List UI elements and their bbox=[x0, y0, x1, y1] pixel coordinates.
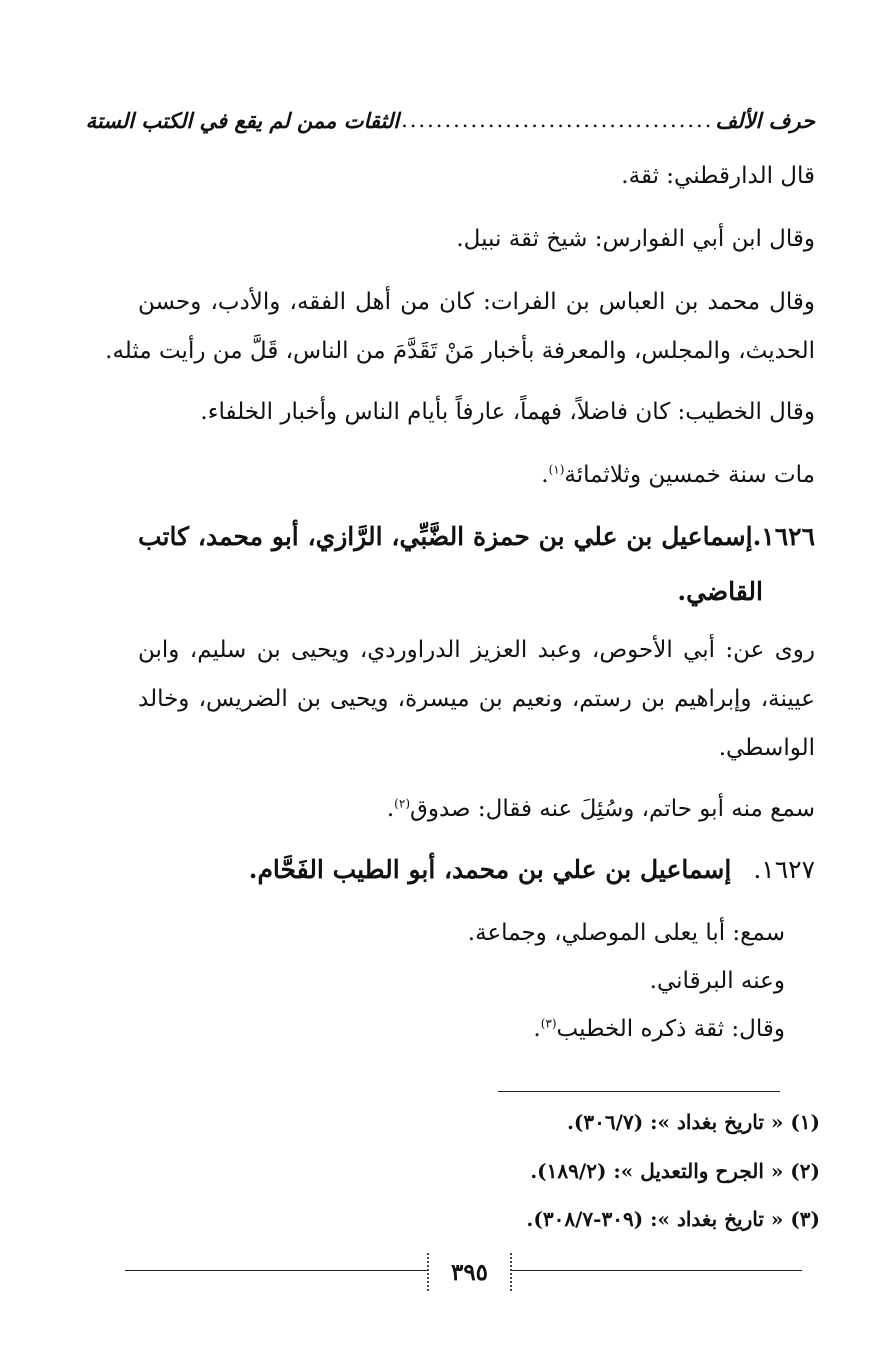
text-line: عيينة، وإبراهيم بن رستم، ونعيم بن ميسرة، ويحيى بن الضريس، وخالد bbox=[138, 686, 815, 712]
bottom-rule bbox=[512, 1270, 802, 1271]
footnote-separator bbox=[498, 1091, 780, 1092]
footnote-ref: (٢) bbox=[394, 796, 410, 811]
entry-heading bbox=[138, 522, 815, 552]
text-line: الحديث، والمجلس، والمعرفة بأخبار مَنْ تَقَدَّمَ من الناس، قَلَّ من رأيت مثله. bbox=[105, 338, 815, 364]
text-line: قال الدارقطني: ثقة. bbox=[621, 163, 815, 189]
footnote-ref: (١) bbox=[548, 462, 565, 477]
text-line: وعنه البرقاني. bbox=[649, 968, 785, 994]
entry-name: إسماعيل بن علي بن محمد، أبو الطيب الفَحَّام. bbox=[248, 855, 732, 884]
bottom-rule bbox=[125, 1270, 427, 1271]
page-number: ٣٩٥ bbox=[427, 1253, 512, 1291]
text-line: سمع منه أبو حاتم، وسُئِلَ عنه فقال: صدوق$^{(٢)}$. bbox=[386, 796, 815, 822]
text-line: سمع: أبا يعلى الموصلي، وجماعة. bbox=[467, 920, 785, 946]
entry-name: إسماعيل بن علي بن حمزة الضَّبِّي، الرَّازي، أبو محمد، كاتب bbox=[138, 522, 753, 551]
footnote: (٢) « الجرح والتعديل »: (١٨٩/٢). bbox=[530, 1159, 820, 1183]
footnote: (١) « تاريخ بغداد »: (٣٠٦/٧). bbox=[566, 1110, 820, 1134]
text-line: مات سنة خمسين وثلاثمائة$^{(١)}$. bbox=[541, 462, 815, 488]
entry-heading bbox=[249, 855, 815, 885]
entry-heading-continuation: القاضي. bbox=[677, 577, 763, 606]
footnote-ref: (٣) bbox=[540, 1016, 557, 1031]
text-line: وقال: ثقة ذكره الخطيب$^{(٣)}$. bbox=[533, 1016, 785, 1042]
text-line: وقال ابن أبي الفوارس: شيخ ثقة نبيل. bbox=[456, 226, 815, 252]
text-line: الواسطي. bbox=[718, 735, 815, 761]
text-line: وقال الخطيب: كان فاضلاً، فهماً، عارفاً بأيام الناس وأخبار الخلفاء. bbox=[200, 399, 815, 425]
header-book-title: الثقات ممن لم يقع في الكتب الستة bbox=[85, 107, 400, 133]
header-dots: .................................... bbox=[401, 108, 714, 132]
footnote: (٣) « تاريخ بغداد »: (٣٠٩-٣٠٨/٧). bbox=[526, 1207, 820, 1231]
text-line: روى عن: أبي الأحوص، وعبد العزيز الدراوردي، ويحيى بن سليم، وابن bbox=[138, 637, 815, 663]
running-header bbox=[85, 100, 815, 140]
header-chapter-title: حرف الألف bbox=[715, 107, 815, 133]
entry-number: ١٦٢٧. bbox=[753, 855, 815, 884]
entry-number: ١٦٢٦. bbox=[752, 522, 815, 551]
text-line: وقال محمد بن العباس بن الفرات: كان من أهل الفقه، والأدب، وحسن bbox=[138, 289, 815, 315]
